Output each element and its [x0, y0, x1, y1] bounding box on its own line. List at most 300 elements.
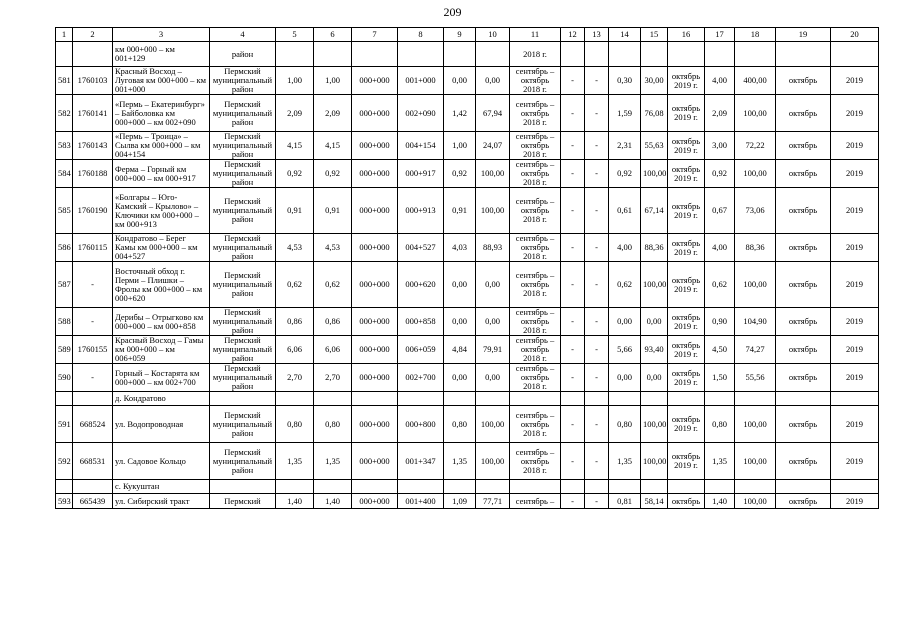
length-total-cell: 0,80	[314, 406, 352, 443]
value-cell: 1,35	[705, 443, 735, 480]
value-cell: -	[561, 160, 585, 188]
percent-cell: 0,00	[476, 364, 510, 392]
period-cell: сентябрь – октябрь 2018 г.	[510, 443, 561, 480]
row-number-cell: 590	[56, 364, 73, 392]
km-end-cell: 004+154	[398, 132, 444, 160]
owner-cell: Пермский муниципальный район	[210, 406, 276, 443]
header-cell: 1	[56, 28, 73, 42]
header-cell: 13	[585, 28, 609, 42]
row-number-cell: 593	[56, 494, 73, 509]
road-name-cell: «Болгары – Юго-Камский – Крылово» – Ключики км 000+000 – км 000+913	[113, 188, 210, 234]
section-title: д. Кондратово	[113, 392, 210, 406]
value-cell: 0,00	[444, 67, 476, 95]
owner-cell: Пермский муниципальный район	[210, 132, 276, 160]
month-cell: октябрь	[776, 95, 831, 132]
value-cell: 1,50	[705, 364, 735, 392]
value-cell: 0,80	[705, 406, 735, 443]
header-cell: 3	[113, 28, 210, 42]
km-start-cell: 000+000	[352, 336, 398, 364]
value-cell: 2,31	[609, 132, 641, 160]
table-row	[56, 308, 879, 336]
value-cell: 0,00	[444, 364, 476, 392]
value-cell: -	[585, 494, 609, 509]
length-total-cell: 4,53	[314, 234, 352, 262]
value-cell: -	[585, 132, 609, 160]
section-row	[56, 480, 879, 494]
period-cell: сентябрь – октябрь 2018 г.	[510, 364, 561, 392]
value-cell: -	[585, 262, 609, 308]
value-cell: -	[585, 406, 609, 443]
year-cell: 2019	[831, 406, 879, 443]
value-cell: -	[585, 95, 609, 132]
header-cell: 4	[210, 28, 276, 42]
percent-cell: 100,00	[735, 443, 776, 480]
length-cell: 4,15	[276, 132, 314, 160]
value-cell: -	[561, 308, 585, 336]
length-cell: 0,62	[276, 262, 314, 308]
value-cell: 5,66	[609, 336, 641, 364]
header-row	[56, 28, 879, 42]
km-end-cell: 001+000	[398, 67, 444, 95]
header-cell: 9	[444, 28, 476, 42]
deadline-cell: октябрь 2019 г.	[668, 308, 705, 336]
road-name-cell: ул. Сибирский тракт	[113, 494, 210, 509]
value-cell: 1,00	[444, 132, 476, 160]
table-row	[56, 67, 879, 95]
km-end-cell: 002+700	[398, 364, 444, 392]
km-start-cell: 000+000	[352, 308, 398, 336]
value-cell: -	[561, 443, 585, 480]
year-cell: 2019	[831, 160, 879, 188]
year-cell: 2019	[831, 188, 879, 234]
value-cell: -	[585, 67, 609, 95]
row-number-cell: 588	[56, 308, 73, 336]
row-number-cell: 587	[56, 262, 73, 308]
period-cell: сентябрь – октябрь 2018 г.	[510, 95, 561, 132]
percent-cell: 100,00	[735, 160, 776, 188]
owner-cell: Пермский муниципальный район	[210, 336, 276, 364]
month-cell: октябрь	[776, 308, 831, 336]
month-cell: октябрь	[776, 67, 831, 95]
value-cell: -	[561, 262, 585, 308]
length-total-cell: 1,40	[314, 494, 352, 509]
percent-cell: 24,07	[476, 132, 510, 160]
deadline-cell: октябрь 2019 г.	[668, 188, 705, 234]
value-cell: -	[561, 494, 585, 509]
percent-cell: 67,94	[476, 95, 510, 132]
value-cell: 1,59	[609, 95, 641, 132]
value-cell: -	[561, 95, 585, 132]
row-number-cell: 581	[56, 67, 73, 95]
road-name-cell: ул. Садовое Кольцо	[113, 443, 210, 480]
value-cell: 1,35	[444, 443, 476, 480]
value-cell: 0,62	[609, 262, 641, 308]
length-cell: 2,09	[276, 95, 314, 132]
table-row	[56, 443, 879, 480]
road-code-cell: 665439	[73, 494, 113, 509]
value-cell: 0,92	[444, 160, 476, 188]
road-code-cell: 668524	[73, 406, 113, 443]
period-cell: сентябрь – октябрь 2018 г.	[510, 160, 561, 188]
deadline-cell: октябрь 2019 г.	[668, 406, 705, 443]
percent-cell: 93,40	[641, 336, 668, 364]
km-end-cell: 000+620	[398, 262, 444, 308]
value-cell: -	[585, 308, 609, 336]
owner-cell: Пермский муниципальный район	[210, 160, 276, 188]
percent-cell: 30,00	[641, 67, 668, 95]
header-cell: 16	[668, 28, 705, 42]
value-cell: 0,61	[609, 188, 641, 234]
value-cell: -	[585, 443, 609, 480]
page-number: 209	[443, 5, 462, 19]
percent-cell: 100,00	[735, 406, 776, 443]
period-cell: сентябрь – октябрь 2018 г.	[510, 67, 561, 95]
value-cell: 4,00	[705, 234, 735, 262]
deadline-cell: октябрь 2019 г.	[668, 67, 705, 95]
percent-cell: 100,00	[735, 262, 776, 308]
road-code-cell: 1760190	[73, 188, 113, 234]
percent-cell: 58,14	[641, 494, 668, 509]
deadline-cell: октябрь 2019 г.	[668, 336, 705, 364]
percent-cell: 73,06	[735, 188, 776, 234]
percent-cell: 100,00	[476, 188, 510, 234]
road-code-cell: 1760115	[73, 234, 113, 262]
header-cell: 10	[476, 28, 510, 42]
year-cell: 2019	[831, 67, 879, 95]
km-start-cell: 000+000	[352, 443, 398, 480]
header-cell: 2	[73, 28, 113, 42]
road-name-cell: км 000+000 – км 001+129	[113, 42, 210, 67]
header-cell: 19	[776, 28, 831, 42]
length-cell: 1,40	[276, 494, 314, 509]
section-row	[56, 392, 879, 406]
value-cell: 4,03	[444, 234, 476, 262]
road-code-cell: 668531	[73, 443, 113, 480]
value-cell: 1,35	[609, 443, 641, 480]
period-cell: 2018 г.	[510, 42, 561, 67]
km-start-cell: 000+000	[352, 494, 398, 509]
deadline-cell: октябрь 2019 г.	[668, 160, 705, 188]
value-cell: -	[561, 406, 585, 443]
deadline-cell: октябрь 2019 г.	[668, 132, 705, 160]
km-start-cell: 000+000	[352, 67, 398, 95]
length-cell: 6,06	[276, 336, 314, 364]
header-cell: 8	[398, 28, 444, 42]
km-start-cell: 000+000	[352, 160, 398, 188]
value-cell: 0,80	[609, 406, 641, 443]
table-row	[56, 406, 879, 443]
year-cell: 2019	[831, 336, 879, 364]
deadline-cell: октябрь 2019 г.	[668, 234, 705, 262]
km-end-cell: 000+800	[398, 406, 444, 443]
year-cell: 2019	[831, 95, 879, 132]
month-cell: октябрь	[776, 160, 831, 188]
road-name-cell: ул. Водопроводная	[113, 406, 210, 443]
period-cell: сентябрь –	[510, 494, 561, 509]
km-start-cell: 000+000	[352, 262, 398, 308]
year-cell: 2019	[831, 234, 879, 262]
value-cell: -	[585, 160, 609, 188]
value-cell: -	[561, 364, 585, 392]
period-cell: сентябрь – октябрь 2018 г.	[510, 336, 561, 364]
percent-cell: 72,22	[735, 132, 776, 160]
km-start-cell: 000+000	[352, 234, 398, 262]
percent-cell: 100,00	[735, 494, 776, 509]
period-cell: сентябрь – октябрь 2018 г.	[510, 308, 561, 336]
section-title: с. Кукуштан	[113, 480, 210, 494]
header-cell: 11	[510, 28, 561, 42]
km-end-cell: 000+858	[398, 308, 444, 336]
header-cell: 20	[831, 28, 879, 42]
table-row	[56, 188, 879, 234]
row-number-cell: 589	[56, 336, 73, 364]
value-cell: 0,00	[609, 364, 641, 392]
length-total-cell: 1,35	[314, 443, 352, 480]
percent-cell: 100,00	[641, 406, 668, 443]
percent-cell: 55,56	[735, 364, 776, 392]
value-cell: -	[585, 234, 609, 262]
value-cell: 2,09	[705, 95, 735, 132]
owner-cell: Пермский муниципальный район	[210, 308, 276, 336]
continuation-row	[56, 42, 879, 67]
value-cell: -	[561, 234, 585, 262]
value-cell: 0,80	[444, 406, 476, 443]
percent-cell: 100,00	[641, 262, 668, 308]
road-code-cell: -	[73, 308, 113, 336]
row-number-cell: 586	[56, 234, 73, 262]
percent-cell: 55,63	[641, 132, 668, 160]
table-row	[56, 234, 879, 262]
value-cell: 1,09	[444, 494, 476, 509]
road-name-cell: Ферма – Горный км 000+000 – км 000+917	[113, 160, 210, 188]
km-end-cell: 000+917	[398, 160, 444, 188]
value-cell: 0,92	[609, 160, 641, 188]
road-code-cell: 1760103	[73, 67, 113, 95]
year-cell: 2019	[831, 308, 879, 336]
period-cell: сентябрь – октябрь 2018 г.	[510, 132, 561, 160]
table-row	[56, 336, 879, 364]
percent-cell: 100,00	[641, 443, 668, 480]
percent-cell: 100,00	[641, 160, 668, 188]
header-cell: 5	[276, 28, 314, 42]
row-number-cell: 582	[56, 95, 73, 132]
percent-cell: 0,00	[641, 308, 668, 336]
value-cell: 0,81	[609, 494, 641, 509]
month-cell: октябрь	[776, 364, 831, 392]
deadline-cell: октябрь 2019 г.	[668, 443, 705, 480]
road-code-cell: 1760143	[73, 132, 113, 160]
value-cell: -	[585, 336, 609, 364]
percent-cell: 0,00	[641, 364, 668, 392]
value-cell: 4,00	[705, 67, 735, 95]
length-cell: 2,70	[276, 364, 314, 392]
road-name-cell: «Пермь – Троица» – Сылва км 000+000 – км 004+154	[113, 132, 210, 160]
percent-cell: 79,91	[476, 336, 510, 364]
owner-cell: Пермский муниципальный район	[210, 95, 276, 132]
header-cell: 18	[735, 28, 776, 42]
value-cell: 4,84	[444, 336, 476, 364]
period-cell: сентябрь – октябрь 2018 г.	[510, 188, 561, 234]
percent-cell: 0,00	[476, 308, 510, 336]
percent-cell: 88,93	[476, 234, 510, 262]
value-cell: 0,67	[705, 188, 735, 234]
table-row	[56, 364, 879, 392]
row-number-cell: 583	[56, 132, 73, 160]
row-number-cell: 584	[56, 160, 73, 188]
month-cell: октябрь	[776, 443, 831, 480]
value-cell: 4,00	[609, 234, 641, 262]
road-code-cell: 1760141	[73, 95, 113, 132]
km-start-cell: 000+000	[352, 132, 398, 160]
value-cell: 0,30	[609, 67, 641, 95]
road-name-cell: Красный Восход – Луговая км 000+000 – км 001+000	[113, 67, 210, 95]
percent-cell: 100,00	[476, 406, 510, 443]
percent-cell: 400,00	[735, 67, 776, 95]
owner-cell: Пермский муниципальный район	[210, 364, 276, 392]
km-end-cell: 001+347	[398, 443, 444, 480]
year-cell: 2019	[831, 494, 879, 509]
percent-cell: 88,36	[641, 234, 668, 262]
header-cell: 7	[352, 28, 398, 42]
owner-cell: Пермский муниципальный район	[210, 234, 276, 262]
row-number-cell: 592	[56, 443, 73, 480]
length-cell: 1,00	[276, 67, 314, 95]
month-cell: октябрь	[776, 406, 831, 443]
length-cell: 1,35	[276, 443, 314, 480]
value-cell: -	[561, 67, 585, 95]
owner-cell: район	[210, 42, 276, 67]
header-cell: 6	[314, 28, 352, 42]
row-number-cell: 585	[56, 188, 73, 234]
road-code-cell: 1760188	[73, 160, 113, 188]
km-end-cell: 004+527	[398, 234, 444, 262]
month-cell: октябрь	[776, 262, 831, 308]
percent-cell: 74,27	[735, 336, 776, 364]
header-cell: 17	[705, 28, 735, 42]
length-total-cell: 0,86	[314, 308, 352, 336]
value-cell: 1,42	[444, 95, 476, 132]
length-cell: 0,92	[276, 160, 314, 188]
deadline-cell: октябрь 2019 г.	[668, 262, 705, 308]
km-start-cell: 000+000	[352, 188, 398, 234]
road-code-cell: -	[73, 364, 113, 392]
value-cell: 0,00	[609, 308, 641, 336]
value-cell: -	[561, 188, 585, 234]
km-start-cell: 000+000	[352, 406, 398, 443]
km-end-cell: 002+090	[398, 95, 444, 132]
road-code-cell: 1760155	[73, 336, 113, 364]
length-cell: 0,86	[276, 308, 314, 336]
value-cell: 0,62	[705, 262, 735, 308]
percent-cell: 100,00	[476, 443, 510, 480]
km-end-cell: 000+913	[398, 188, 444, 234]
road-name-cell: «Пермь – Екатеринбург» – Байболовка км 000+000 – км 002+090	[113, 95, 210, 132]
period-cell: сентябрь – октябрь 2018 г.	[510, 262, 561, 308]
percent-cell: 67,14	[641, 188, 668, 234]
month-cell: октябрь	[776, 234, 831, 262]
value-cell: 0,91	[444, 188, 476, 234]
month-cell: октябрь	[776, 188, 831, 234]
period-cell: сентябрь – октябрь 2018 г.	[510, 234, 561, 262]
value-cell: -	[585, 188, 609, 234]
value-cell: 4,50	[705, 336, 735, 364]
road-name-cell: Восточный обход г. Перми – Плишки – Фролы км 000+000 – км 000+620	[113, 262, 210, 308]
road-name-cell: Дерибы – Отрыгково км 000+000 – км 000+858	[113, 308, 210, 336]
length-total-cell: 0,91	[314, 188, 352, 234]
month-cell: октябрь	[776, 336, 831, 364]
length-cell: 0,80	[276, 406, 314, 443]
table-row	[56, 132, 879, 160]
header-cell: 15	[641, 28, 668, 42]
table-row	[56, 262, 879, 308]
value-cell: 0,00	[444, 262, 476, 308]
year-cell: 2019	[831, 132, 879, 160]
km-start-cell: 000+000	[352, 364, 398, 392]
value-cell: 0,92	[705, 160, 735, 188]
month-cell: октябрь	[776, 494, 831, 509]
table-row	[56, 95, 879, 132]
header-cell: 14	[609, 28, 641, 42]
header-cell: 12	[561, 28, 585, 42]
length-total-cell: 2,09	[314, 95, 352, 132]
month-cell: октябрь	[776, 132, 831, 160]
owner-cell: Пермский муниципальный район	[210, 262, 276, 308]
length-total-cell: 1,00	[314, 67, 352, 95]
year-cell: 2019	[831, 262, 879, 308]
road-name-cell: Кондратово – Берег Камы км 000+000 – км 004+527	[113, 234, 210, 262]
percent-cell: 100,00	[735, 95, 776, 132]
value-cell: 0,90	[705, 308, 735, 336]
row-number-cell: 591	[56, 406, 73, 443]
percent-cell: 0,00	[476, 262, 510, 308]
owner-cell: Пермский муниципальный район	[210, 443, 276, 480]
km-start-cell: 000+000	[352, 95, 398, 132]
value-cell: 3,00	[705, 132, 735, 160]
length-cell: 0,91	[276, 188, 314, 234]
road-name-cell: Горный – Костарята км 000+000 – км 002+700	[113, 364, 210, 392]
value-cell: -	[561, 132, 585, 160]
table-row	[56, 160, 879, 188]
value-cell: 1,40	[705, 494, 735, 509]
value-cell: -	[585, 364, 609, 392]
deadline-cell: октябрь 2019 г.	[668, 95, 705, 132]
period-cell: сентябрь – октябрь 2018 г.	[510, 406, 561, 443]
percent-cell: 100,00	[476, 160, 510, 188]
percent-cell: 104,90	[735, 308, 776, 336]
value-cell: -	[561, 336, 585, 364]
percent-cell: 88,36	[735, 234, 776, 262]
road-code-cell: -	[73, 262, 113, 308]
deadline-cell: октябрь	[668, 494, 705, 509]
owner-cell: Пермский муниципальный район	[210, 188, 276, 234]
percent-cell: 77,71	[476, 494, 510, 509]
km-end-cell: 006+059	[398, 336, 444, 364]
length-total-cell: 0,92	[314, 160, 352, 188]
length-total-cell: 0,62	[314, 262, 352, 308]
year-cell: 2019	[831, 364, 879, 392]
km-end-cell: 001+400	[398, 494, 444, 509]
owner-cell: Пермский муниципальный район	[210, 67, 276, 95]
year-cell: 2019	[831, 443, 879, 480]
length-total-cell: 4,15	[314, 132, 352, 160]
length-cell: 4,53	[276, 234, 314, 262]
percent-cell: 76,08	[641, 95, 668, 132]
deadline-cell: октябрь 2019 г.	[668, 364, 705, 392]
owner-cell: Пермский	[210, 494, 276, 509]
length-total-cell: 6,06	[314, 336, 352, 364]
roads-table	[55, 27, 879, 509]
percent-cell: 0,00	[476, 67, 510, 95]
